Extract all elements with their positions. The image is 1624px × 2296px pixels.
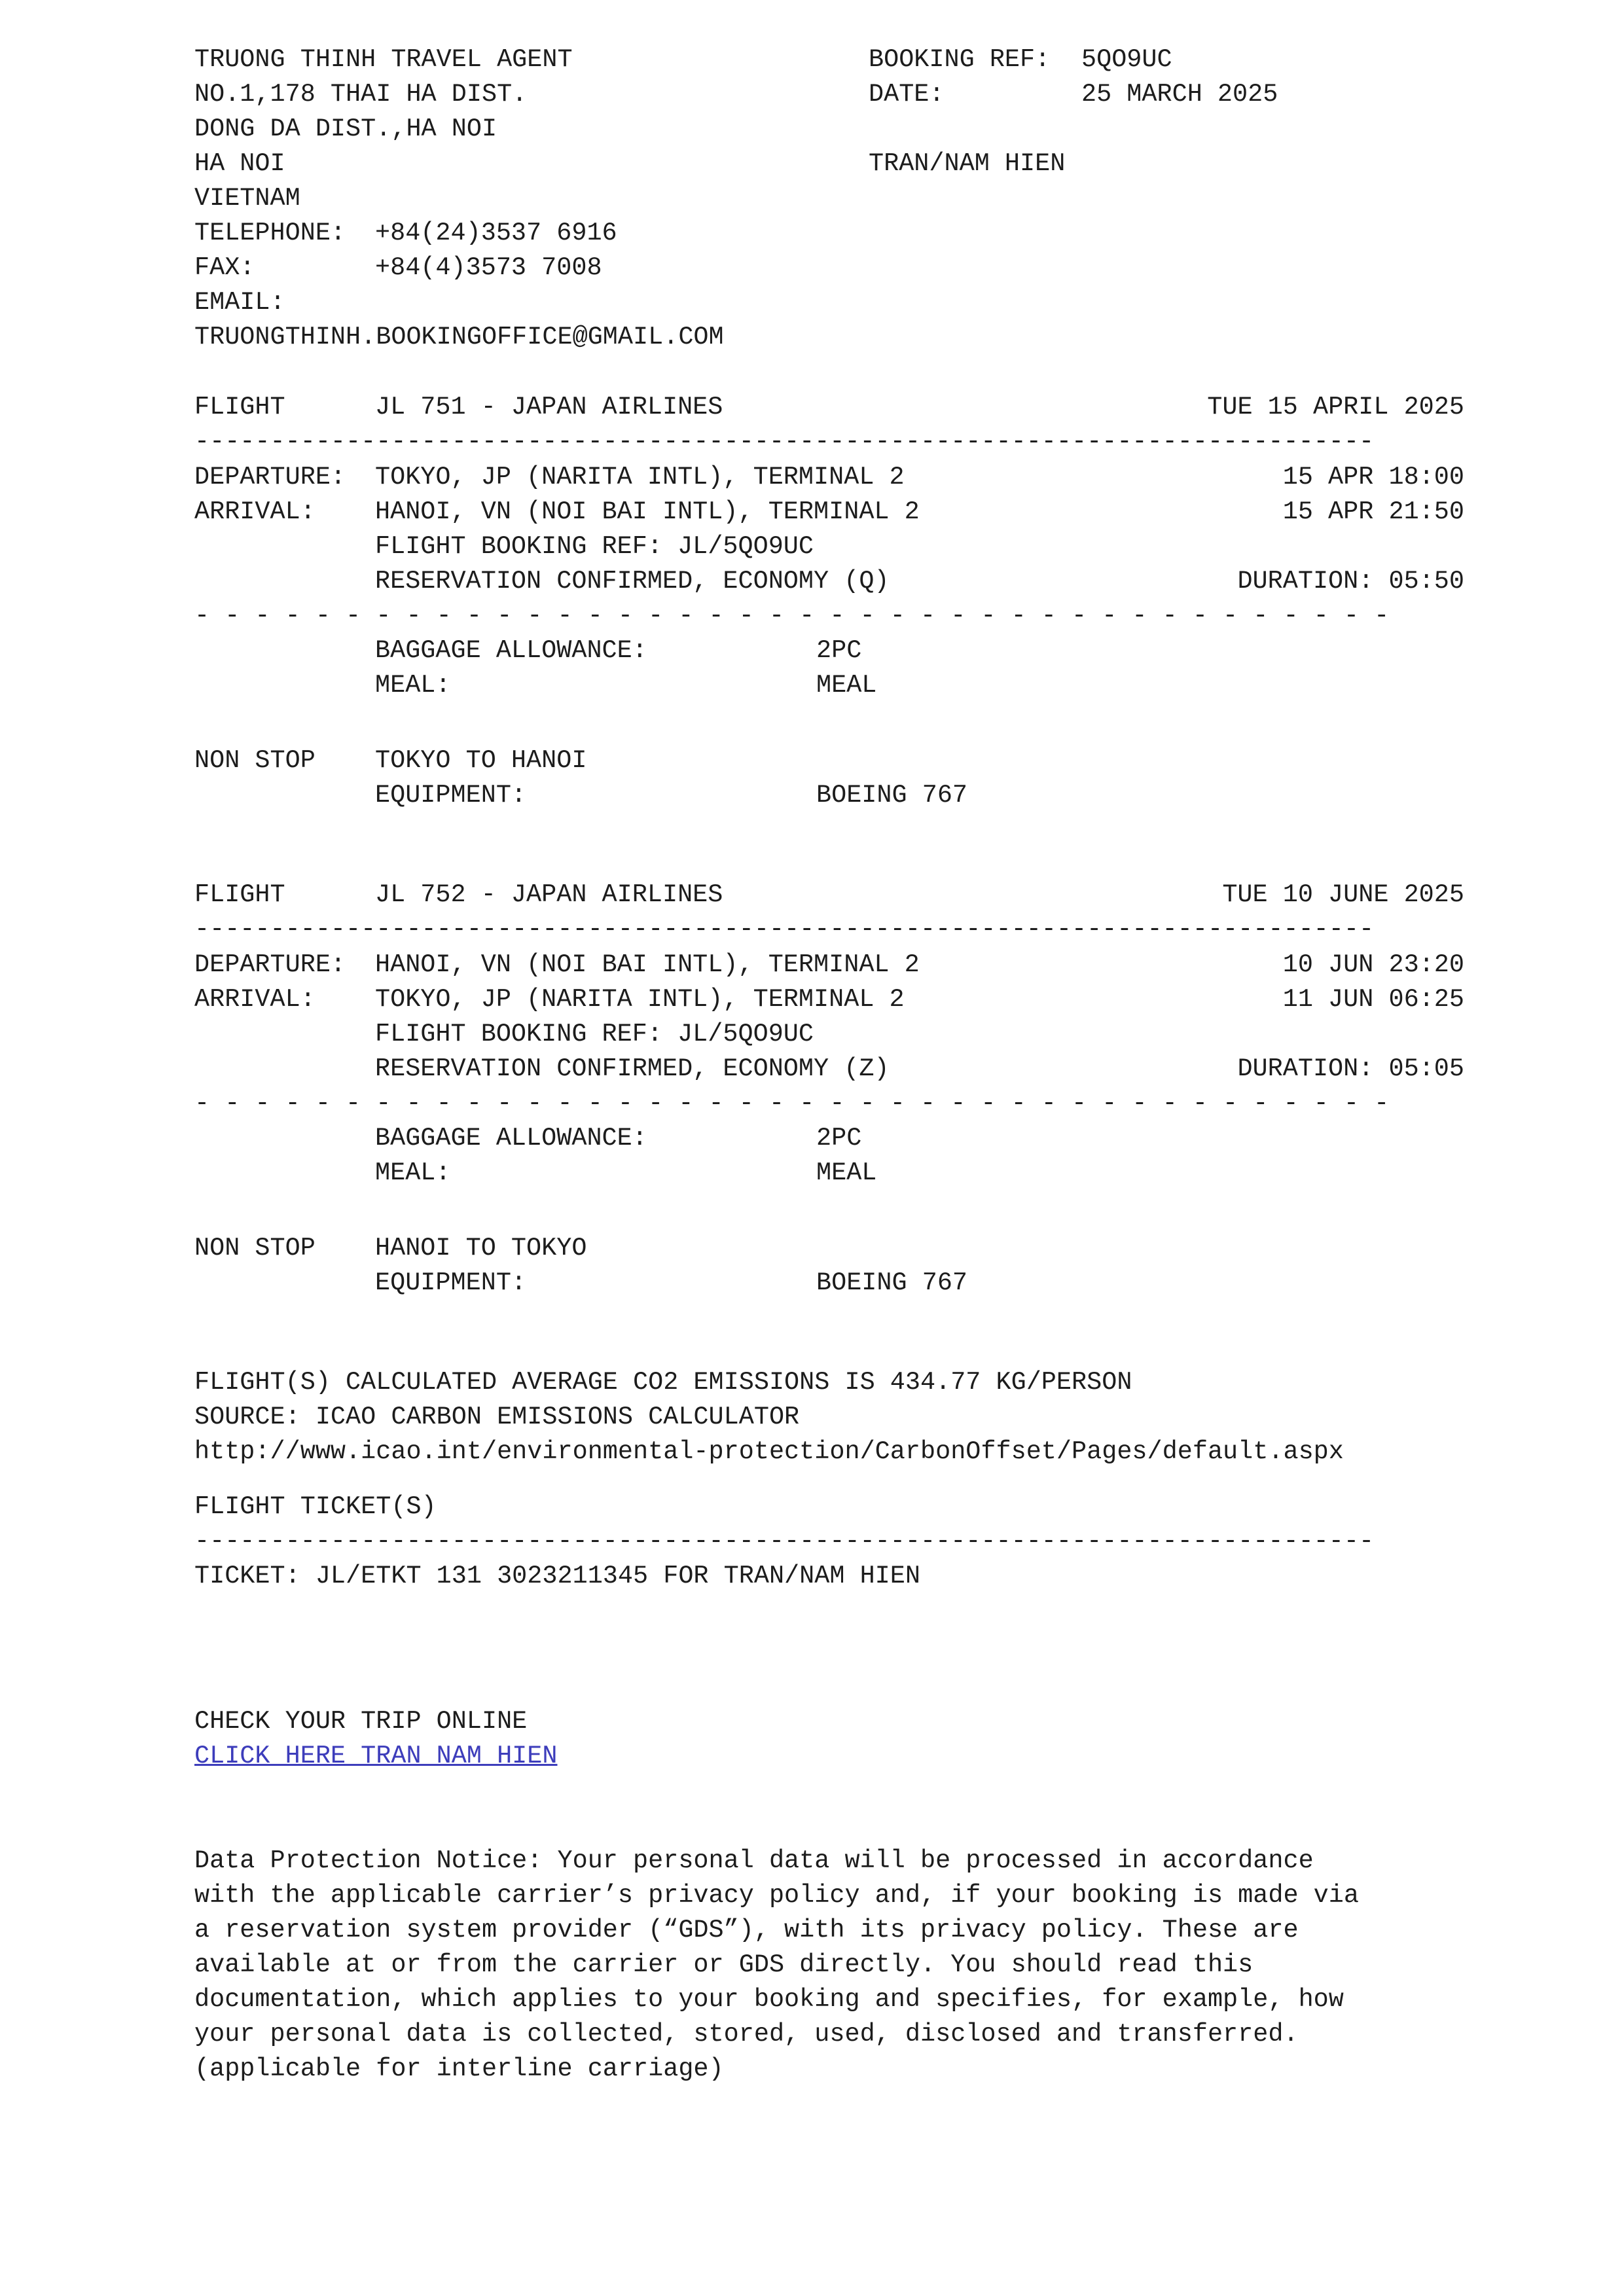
agent-address-1: NO.1,178 THAI HA DIST. [194, 80, 528, 109]
flight-booking-ref: FLIGHT BOOKING REF: JL/5QO9UC [375, 532, 814, 561]
dashed-divider: - - - - - - - - - - - - - - - - - - - - - - - - - - - - - - - - - - - - - - - - [194, 603, 1390, 629]
solid-divider: ------------------------------------------------------------------------------ [194, 917, 1375, 942]
agent-email-label: EMAIL: [194, 288, 285, 317]
notice-line: documentation, which applies to your booking and specifies, for example, how [194, 1985, 1344, 2014]
meal-label: MEAL: [375, 671, 451, 700]
booking-date-label: DATE: [869, 80, 945, 109]
arrival-airport: TOKYO, JP (NARITA INTL), TERMINAL 2 [375, 985, 905, 1014]
flight-duration: DURATION: 05:05 [1237, 1054, 1464, 1083]
agent-city: HA NOI [194, 149, 285, 178]
departure-time: 15 APR 18:00 [1282, 463, 1464, 492]
dashed-divider: - - - - - - - - - - - - - - - - - - - - - - - - - - - - - - - - - - - - - - - - [194, 1091, 1390, 1117]
arrival-label: ARRIVAL: [194, 985, 316, 1014]
equipment-value: BOEING 767 [816, 781, 968, 810]
agent-email: TRUONGTHINH.BOOKINGOFFICE@GMAIL.COM [194, 323, 724, 351]
flight-date: TUE 10 JUNE 2025 [1222, 880, 1464, 909]
emissions-line: FLIGHT(S) CALCULATED AVERAGE CO2 EMISSIONS IS 434.77 KG/PERSON [194, 1368, 1132, 1397]
baggage-label: BAGGAGE ALLOWANCE: [375, 636, 647, 665]
notice-line: with the applicable carrier’s privacy policy and, if your booking is made via [194, 1881, 1359, 1910]
flight-booking-ref: FLIGHT BOOKING REF: JL/5QO9UC [375, 1020, 814, 1049]
arrival-time: 11 JUN 06:25 [1282, 985, 1464, 1014]
equipment-value: BOEING 767 [816, 1268, 968, 1297]
booking-date: 25 MARCH 2025 [1081, 80, 1278, 109]
notice-line: Data Protection Notice: Your personal data will be processed in accordance [194, 1846, 1314, 1875]
notice-line: available at or from the carrier or GDS directly. You should read this [194, 1950, 1254, 1979]
flight-number: JL 752 - JAPAN AIRLINES [375, 880, 723, 909]
equipment-label: EQUIPMENT: [375, 781, 527, 810]
agent-country: VIETNAM [194, 184, 300, 213]
flight-duration: DURATION: 05:50 [1237, 567, 1464, 596]
reservation-status: RESERVATION CONFIRMED, ECONOMY (Z) [375, 1054, 890, 1083]
emissions-url: http://www.icao.int/environmental-protection/CarbonOffset/Pages/default.aspx [194, 1437, 1344, 1466]
reservation-status: RESERVATION CONFIRMED, ECONOMY (Q) [375, 567, 890, 596]
agent-telephone: +84(24)3537 6916 [375, 219, 617, 247]
emissions-source: SOURCE: ICAO CARBON EMISSIONS CALCULATOR [194, 1403, 800, 1431]
online-heading: CHECK YOUR TRIP ONLINE [194, 1707, 528, 1736]
ticket-line: TICKET: JL/ETKT 131 3023211345 FOR TRAN/NAM HIEN [194, 1562, 920, 1590]
flight-date: TUE 15 APRIL 2025 [1207, 393, 1464, 422]
booking-ref-label: BOOKING REF: [869, 45, 1051, 74]
notice-line: a reservation system provider (“GDS”), with its privacy policy. These are [194, 1916, 1299, 1945]
meal-value: MEAL [816, 671, 877, 700]
passenger-name: TRAN/NAM HIEN [869, 149, 1066, 178]
baggage-value: 2PC [816, 636, 862, 665]
agent-fax: +84(4)3573 7008 [375, 253, 602, 282]
route: TOKYO TO HANOI [375, 746, 587, 775]
booking-ref: 5QO9UC [1081, 45, 1172, 74]
notice-line: (applicable for interline carriage) [194, 2054, 724, 2083]
flight-label: FLIGHT [194, 393, 285, 422]
meal-value: MEAL [816, 1158, 877, 1187]
solid-divider: ------------------------------------------------------------------------------ [194, 429, 1375, 455]
departure-label: DEPARTURE: [194, 950, 346, 979]
stop-label: NON STOP [194, 1234, 316, 1263]
agent-telephone-label: TELEPHONE: [194, 219, 346, 247]
departure-time: 10 JUN 23:20 [1282, 950, 1464, 979]
equipment-label: EQUIPMENT: [375, 1268, 527, 1297]
baggage-value: 2PC [816, 1124, 862, 1153]
agent-name: TRUONG THINH TRAVEL AGENT [194, 45, 573, 74]
meal-label: MEAL: [375, 1158, 451, 1187]
departure-airport: TOKYO, JP (NARITA INTL), TERMINAL 2 [375, 463, 905, 492]
agent-fax-label: FAX: [194, 253, 255, 282]
tickets-heading: FLIGHT TICKET(S) [194, 1492, 437, 1521]
notice-line: your personal data is collected, stored, used, disclosed and transferred. [194, 2020, 1299, 2049]
departure-label: DEPARTURE: [194, 463, 346, 492]
flight-label: FLIGHT [194, 880, 285, 909]
arrival-time: 15 APR 21:50 [1282, 497, 1464, 526]
solid-divider: ------------------------------------------------------------------------------ [194, 1529, 1375, 1554]
baggage-label: BAGGAGE ALLOWANCE: [375, 1124, 647, 1153]
arrival-airport: HANOI, VN (NOI BAI INTL), TERMINAL 2 [375, 497, 920, 526]
arrival-label: ARRIVAL: [194, 497, 316, 526]
route: HANOI TO TOKYO [375, 1234, 587, 1263]
stop-label: NON STOP [194, 746, 316, 775]
itinerary-page [194, 0, 1464, 2296]
agent-address-2: DONG DA DIST.,HA NOI [194, 115, 497, 143]
flight-number: JL 751 - JAPAN AIRLINES [375, 393, 723, 422]
departure-airport: HANOI, VN (NOI BAI INTL), TERMINAL 2 [375, 950, 920, 979]
trip-online-link[interactable]: CLICK HERE TRAN NAM HIEN [194, 1742, 558, 1770]
